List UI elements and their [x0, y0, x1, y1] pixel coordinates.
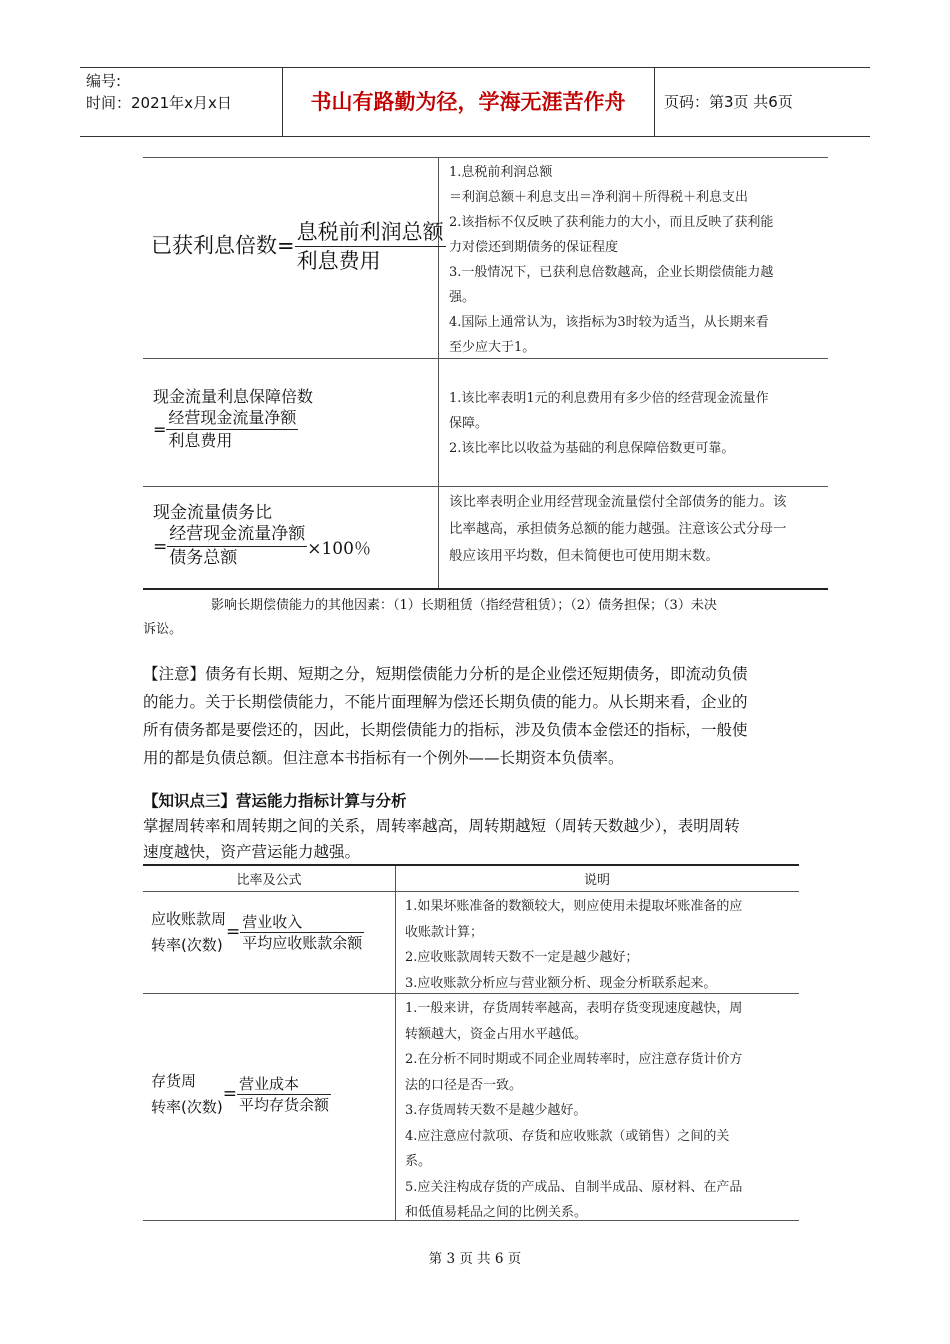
column-divider	[395, 866, 396, 1220]
description-line: 1.如果坏账准备的数额较大，则应使用未提取坏账准备的应	[405, 899, 743, 914]
formula-name: 转率(次数)	[151, 1098, 223, 1116]
description-line: 至少应大于1。	[449, 340, 536, 355]
description-line: 3.存货周转天数不是越少越好。	[405, 1103, 587, 1118]
header-divider	[654, 68, 655, 136]
serial-label: 编号:	[86, 72, 122, 90]
formula-name: 转率(次数)	[151, 936, 223, 954]
formula-denominator: 平均应收账款余额	[242, 933, 363, 952]
time-label: 时间：2021年x月x日	[86, 94, 232, 112]
intro-line: 掌握周转率和周转期之间的关系，周转率越高，周转期越短（周转天数越少），表明周转	[143, 817, 740, 835]
row-divider	[143, 486, 828, 487]
formula-suffix: ×100％	[307, 539, 371, 559]
note-line: 用的都是负债总额。但注意本书指标有一个例外——长期资本负债率。	[143, 749, 624, 767]
description-line: 4.国际上通常认为，该指标为3时较为适当，从长期来看	[449, 315, 769, 330]
formula-interest-coverage: 已获利息倍数= $\frac{\text{息税前利润总额}}{\text{利息费用}}$	[151, 220, 444, 273]
note-line: 所有债务都是要偿还的，因此，长期偿债能力的指标，涉及负债本金偿还的指标，一般使	[143, 721, 748, 739]
formula-fraction	[240, 912, 364, 953]
row-description	[449, 160, 819, 360]
row-divider	[143, 891, 799, 892]
operating-capacity-table	[143, 864, 799, 1221]
other-factors-note	[143, 594, 823, 642]
formula-numerator: 息税前利润总额	[295, 218, 446, 247]
formula-inventory-turnover: 存货周 转率(次数) = $\frac{\text{营业成本}}{\text{平均存货余额}}$	[151, 1068, 331, 1120]
description-line: 转额越大，资金占用水平越低。	[405, 1026, 588, 1042]
formula-fraction	[166, 407, 298, 452]
column-header: 说明	[583, 873, 610, 888]
formula-cash-debt-ratio: 现金流量债务比 = $\frac{\text{经营现金流量净额}}{\text{债务总额}}$ ×100％	[153, 498, 371, 570]
row-description	[449, 489, 819, 570]
note-line: 的能力。关于长期偿债能力，不能片面理解为偿还长期负债的能力。从长期来看，企业的	[143, 693, 748, 711]
note-line: 【注意】债务有长期、短期之分，短期偿债能力分析的是企业偿还短期债务，即流动负债	[143, 665, 748, 683]
formula-numerator: 经营现金流量净额	[166, 407, 298, 430]
other-factors-line: 诉讼。	[143, 622, 183, 637]
formula-name: 应收账款周	[151, 910, 227, 928]
row-description	[405, 996, 790, 1226]
description-line: 4.应注意应付款项、存货和应收账款（或销售）之间的关	[405, 1128, 730, 1144]
description-line: 2.应收账款周转天数不一定是越少越好；	[405, 950, 639, 965]
formula-name: 现金流量利息保障倍数	[153, 387, 314, 406]
formula-fraction	[237, 1074, 331, 1115]
formula-cash-interest-coverage: 现金流量利息保障倍数 = $\frac{\text{经营现金流量净额}}{\text{利息费用}}$	[153, 384, 313, 452]
description-line: 1.息税前利润总额	[449, 165, 553, 180]
page-header	[80, 67, 870, 137]
row-description	[449, 386, 819, 461]
description-line: 该比率表明企业用经营现金流量偿付全部债务的能力。该	[449, 494, 787, 510]
description-line: 和低值易耗品之间的比例关系。	[405, 1205, 588, 1220]
header-motto: 书山有路勤为径，学海无涯苦作舟	[310, 90, 626, 114]
description-line: 1.该比率表明1元的利息费用有多少倍的经营现金流量作	[449, 391, 769, 406]
long-term-solvency-table	[143, 157, 828, 590]
description-line: 2.该比率比以收益为基础的利息保障倍数更可靠。	[449, 441, 735, 456]
formula-denominator: 利息费用	[168, 431, 233, 450]
column-header: 比率及公式	[236, 873, 302, 888]
formula-denominator: 债务总额	[169, 548, 238, 568]
intro-line: 速度越快，资产营运能力越强。	[143, 843, 361, 861]
formula-denominator: 平均存货余额	[238, 1095, 329, 1114]
header-page-info: 页码：第3页 共6页	[664, 93, 793, 111]
description-line: 保障。	[449, 416, 489, 431]
note-paragraph	[143, 660, 799, 772]
description-line: 强。	[449, 290, 476, 305]
description-line: 3.一般情况下，已获利息倍数越高，企业长期偿债能力越	[449, 265, 774, 280]
description-line: 2.在分析不同时期或不同企业周转率时，应注意存货计价方	[405, 1052, 743, 1067]
formula-name: 存货周	[151, 1072, 197, 1090]
description-line: ＝利润总额＋利息支出＝净利润＋所得税＋利息支出	[449, 190, 749, 205]
formula-numerator: 经营现金流量净额	[167, 523, 307, 547]
description-line: 3.应收账款分析应与营业额分析、现金分析联系起来。	[405, 975, 717, 991]
description-line: 收账款计算；	[405, 924, 484, 940]
formula-fraction	[167, 523, 307, 570]
page-footer: 第 3 页 共 6 页	[428, 1251, 522, 1267]
formula-fraction	[295, 218, 446, 275]
description-line: 系。	[405, 1154, 432, 1169]
header-divider	[282, 68, 283, 136]
description-line: 5.应关注构成存货的产成品、自制半成品、原材料、在产品	[405, 1179, 743, 1195]
formula-denominator: 利息费用	[296, 249, 381, 273]
description-line: 1.一般来讲，存货周转率越高，表明存货变现速度越快，周	[405, 1001, 743, 1016]
section-intro	[143, 813, 799, 865]
description-line: 法的口径是否一致。	[405, 1077, 523, 1093]
description-line: 2.该指标不仅反映了获利能力的大小，而且反映了获利能	[449, 215, 774, 230]
description-line: 般应该用平均数，但未简便也可使用期末数。	[449, 548, 719, 564]
description-line: 力对偿还到期债务的保证程度	[449, 240, 619, 255]
other-factors-line: 影响长期偿债能力的其他因素：（1）长期租赁（指经营租赁）；（2）债务担保；（3）未决	[211, 598, 717, 613]
formula-name: 已获利息倍数	[151, 233, 277, 258]
row-description	[405, 894, 790, 996]
header-left-cell	[86, 70, 282, 114]
section-title: 【知识点三】营运能力指标计算与分析	[143, 792, 407, 810]
formula-numerator: 营业收入	[240, 912, 364, 933]
formula-name: 现金流量债务比	[153, 503, 272, 523]
formula-numerator: 营业成本	[237, 1074, 331, 1095]
description-line: 比率越高，承担债务总额的能力越强。注意该公式分母一	[449, 521, 787, 537]
formula-receivables-turnover: 应收账款周 转率(次数) = $\frac{\text{营业收入}}{\text{平均应收账款余额}}$	[151, 906, 364, 958]
